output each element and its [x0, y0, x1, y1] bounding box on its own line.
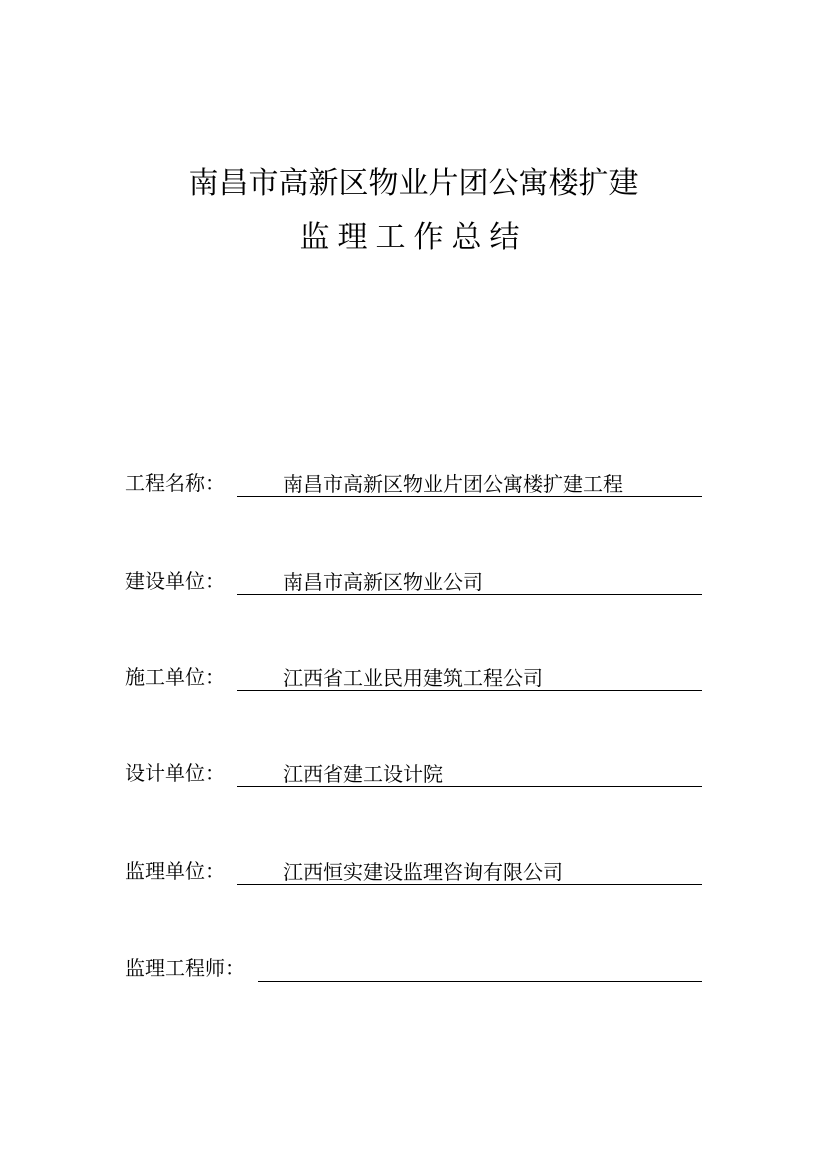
field-underline [237, 470, 702, 497]
field-construction-unit [125, 662, 702, 692]
field-label: 施工单位： [125, 665, 225, 689]
field-supervision-unit [125, 856, 702, 886]
field-underline [237, 858, 702, 885]
field-label: 建设单位： [125, 569, 225, 593]
field-value: 江西恒实建设监理咨询有限公司 [283, 860, 563, 884]
field-value: 江西省工业民用建筑工程公司 [283, 666, 543, 690]
field-underline [258, 955, 702, 982]
field-underline [237, 760, 702, 787]
field-project-name [125, 468, 702, 498]
field-owner-unit [125, 566, 702, 596]
field-value: 江西省建工设计院 [283, 762, 443, 786]
field-label: 监理工程师： [125, 956, 245, 980]
field-value: 南昌市高新区物业片团公寓楼扩建工程 [283, 472, 623, 496]
field-underline [237, 664, 702, 691]
field-value: 南昌市高新区物业公司 [283, 570, 483, 594]
document-subtitle: 监理工作总结 [299, 220, 528, 255]
field-design-unit [125, 758, 702, 788]
field-label: 设计单位： [125, 761, 225, 785]
field-label: 监理单位： [125, 859, 225, 883]
field-supervising-engineer [125, 953, 702, 983]
document-title: 南昌市高新区物业片团公寓楼扩建 [188, 166, 639, 201]
field-label: 工程名称： [125, 471, 225, 495]
field-underline [237, 568, 702, 595]
